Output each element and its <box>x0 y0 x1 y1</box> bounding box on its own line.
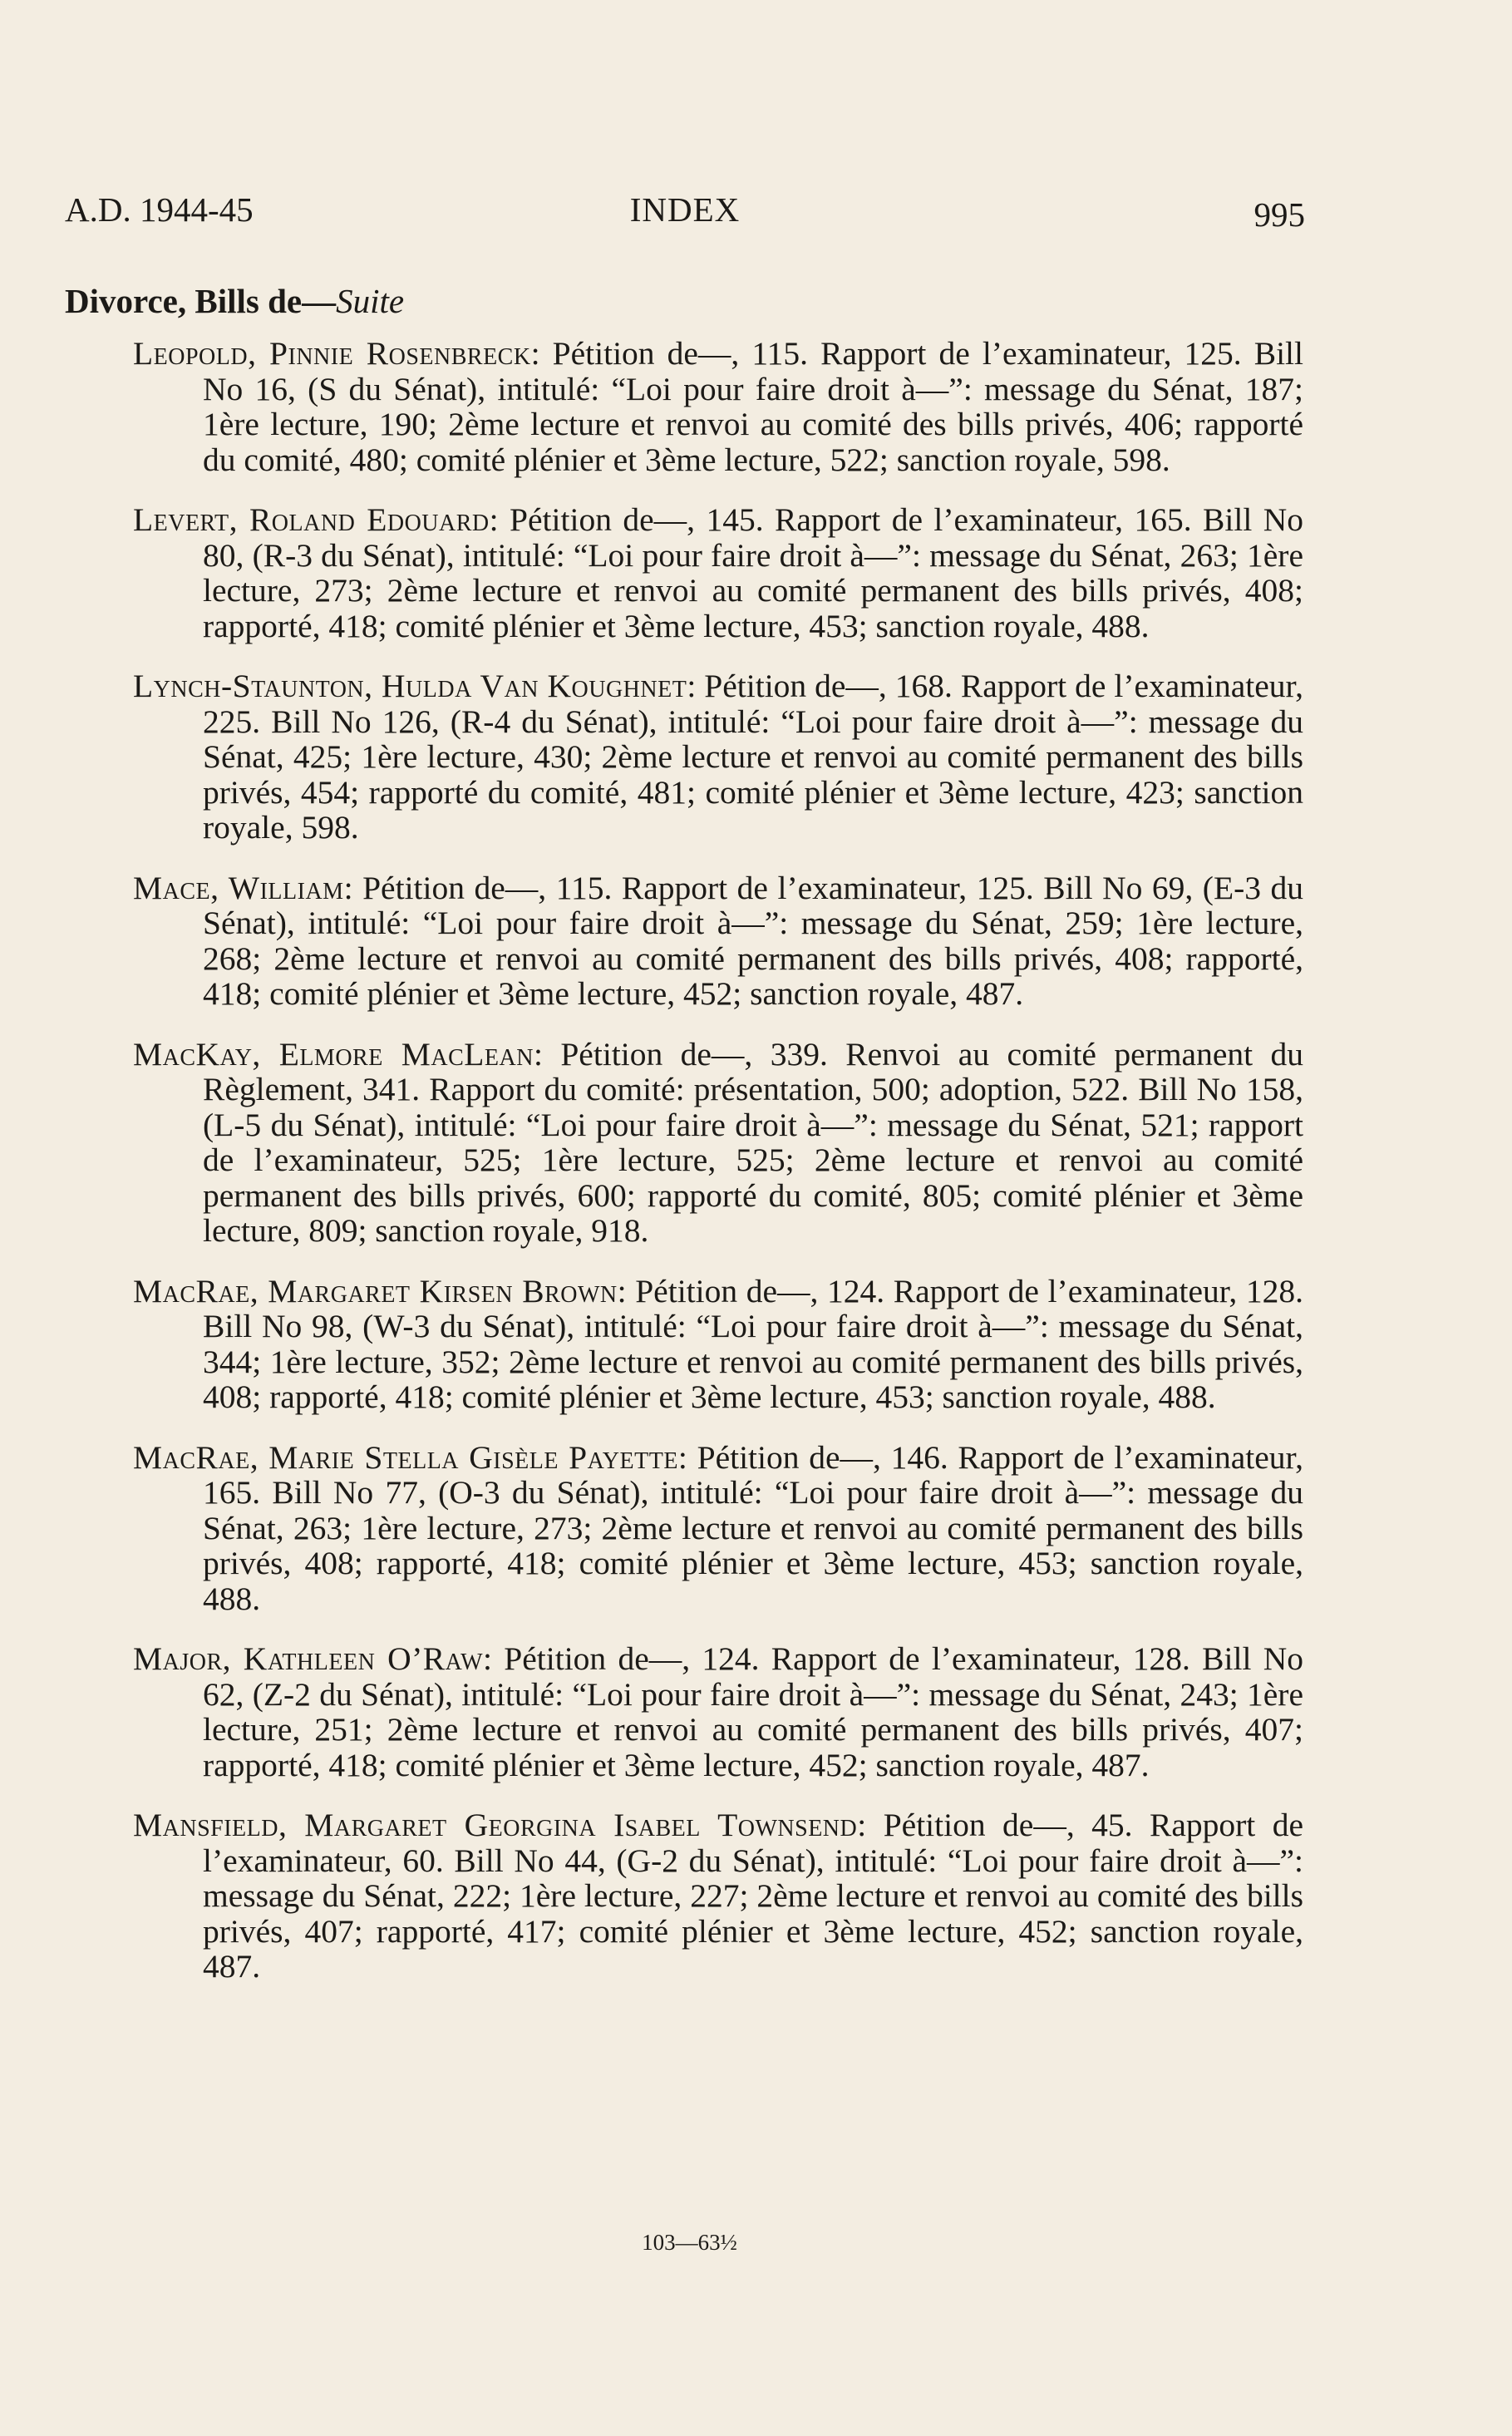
entry-text: Pétition de—, 339. Renvoi au comité permanent du Règlement, 341. Rapport du comité: présentation, 500; adoption, 522. Bill No 158, (L-5 du Sénat), intitulé: “Loi pour faire droit à—”: message du Sénat, 521; rapport de l’examinateur, 525; 1ère lecture, 525; 2ème lecture et renvoi au comité permanent des bills privés, 600; rapporté du comité, 805; comité plénier et 3ème lecture, 809; sanction royale, 918. <box>203 1035 1303 1249</box>
index-entry: Levert, Roland Edouard: Pétition de—, 145. Rapport de l’examinateur, 165. Bill No 80, (R-3 du Sénat), intitulé: “Loi pour faire droit à—”: message du Sénat, 263; 1ère lecture, 273; 2ème lecture et renvoi au comité permanent des bills privés, 408; rapporté, 418; comité plénier et 3ème lecture, 453; sanction royale, 488. <box>133 501 1303 644</box>
section-title: Divorce, Bills de—Suite <box>65 282 405 320</box>
index-entry: MacRae, Marie Stella Gisèle Payette: Pétition de—, 146. Rapport de l’examinateur, 165. Bill No 77, (O-3 du Sénat), intitulé: “Loi pour faire droit à—”: message du Sénat, 263; 1ère lecture, 273; 2ème lecture et renvoi au comité permanent des bills privés, 408; rapporté, 418; comité plénier et 3ème lecture, 453; sanction royale, 488. <box>133 1438 1303 1617</box>
page-number: 995 <box>1253 195 1305 234</box>
entry-name: Major, Kathleen O’Raw <box>133 1640 483 1677</box>
index-entry: Major, Kathleen O’Raw: Pétition de—, 124. Rapport de l’examinateur, 128. Bill No 62, (Z-2 du Sénat), intitulé: “Loi pour faire droit à—”: message du Sénat, 243; 1ère lecture, 251; 2ème lecture et renvoi au comité permanent des bills privés, 407; rapporté, 418; comité plénier et 3ème lecture, 452; sanction royale, 487. <box>133 1640 1303 1783</box>
section-continuation: Suite <box>336 282 405 320</box>
entry-name: MacRae, Marie Stella Gisèle Payette <box>133 1438 678 1476</box>
entry-text: Pétition de—, 124. Rapport de l’examinateur, 128. Bill No 62, (Z-2 du Sénat), intitulé: “Loi pour faire droit à—”: message du Sénat, 243; 1ère lecture, 251; 2ème lecture et renvoi au comité permanent des bills privés, 407; rapporté, 418; comité plénier et 3ème lecture, 452; sanction royale, 487. <box>203 1640 1303 1783</box>
entry-text: Pétition de—, 115. Rapport de l’examinateur, 125. Bill No 16, (S du Sénat), intitulé: “Loi pour faire droit à—”: message du Sénat, 187; 1ère lecture, 190; 2ème lecture et renvoi au comité des bills privés, 406; rapporté du comité, 480; comité plénier et 3ème lecture, 522; sanction royale, 598. <box>203 335 1303 478</box>
entry-text: Pétition de—, 45. Rapport de l’examinateur, 60. Bill No 44, (G-2 du Sénat), intitulé: “Loi pour faire droit à—”: message du Sénat, 222; 1ère lecture, 227; 2ème lecture et renvoi au comité des bills privés, 407; rapporté, 417; comité plénier et 3ème lecture, 452; sanction royale, 487. <box>203 1807 1304 1985</box>
section-title-text: Divorce, Bills de <box>65 282 303 320</box>
entry-name: Mace, William <box>133 869 344 906</box>
index-entries <box>133 336 1303 2009</box>
entry-text: Pétition de—, 124. Rapport de l’examinateur, 128. Bill No 98, (W-3 du Sénat), intitulé: “Loi pour faire droit à—”: message du Sénat, 344; 1ère lecture, 352; 2ème lecture et renvoi au comité permanent des bills privés, 408; rapporté, 418; comité plénier et 3ème lecture, 453; sanction royale, 488. <box>203 1272 1303 1415</box>
entry-name: Lynch-Staunton, Hulda Van Koughnet <box>133 668 687 704</box>
entry-text: Pétition de—, 145. Rapport de l’examinateur, 165. Bill No 80, (R-3 du Sénat), intitulé: “Loi pour faire droit à—”: message du Sénat, 263; 1ère lecture, 273; 2ème lecture et renvoi au comité permanent des bills privés, 408; rapporté, 418; comité plénier et 3ème lecture, 453; sanction royale, 488. <box>203 501 1303 644</box>
index-entry: Leopold, Pinnie Rosenbreck: Pétition de—, 115. Rapport de l’examinateur, 125. Bill No 16, (S du Sénat), intitulé: “Loi pour faire droit à—”: message du Sénat, 187; 1ère lecture, 190; 2ème lecture et renvoi au comité des bills privés, 406; rapporté du comité, 480; comité plénier et 3ème lecture, 522; sanction royale, 598. <box>133 335 1303 478</box>
header-title: INDEX <box>629 190 741 229</box>
index-entry: MacRae, Margaret Kirsen Brown: Pétition de—, 124. Rapport de l’examinateur, 128. Bill No 98, (W-3 du Sénat), intitulé: “Loi pour faire droit à—”: message du Sénat, 344; 1ère lecture, 352; 2ème lecture et renvoi au comité permanent des bills privés, 408; rapporté, 418; comité plénier et 3ème lecture, 453; sanction royale, 488. <box>133 1272 1303 1415</box>
header-years: A.D. 1944-45 <box>65 190 254 229</box>
entry-name: MacRae, Margaret Kirsen Brown <box>133 1272 618 1309</box>
entry-name: MacKay, Elmore MacLean <box>133 1035 534 1073</box>
index-entry: Lynch-Staunton, Hulda Van Koughnet: Pétition de—, 168. Rapport de l’examinateur, 225. Bill No 126, (R-4 du Sénat), intitulé: “Loi pour faire droit à—”: message du Sénat, 425; 1ère lecture, 430; 2ème lecture et renvoi au comité permanent des bills privés, 454; rapporté du comité, 481; comité plénier et 3ème lecture, 423; sanction royale, 598. <box>133 668 1303 846</box>
entry-text: Pétition de—, 168. Rapport de l’examinateur, 225. Bill No 126, (R-4 du Sénat), intitulé: “Loi pour faire droit à—”: message du Sénat, 425; 1ère lecture, 430; 2ème lecture et renvoi au comité permanent des bills privés, 454; rapporté du comité, 481; comité plénier et 3ème lecture, 423; sanction royale, 598. <box>203 668 1303 846</box>
index-entry: MacKay, Elmore MacLean: Pétition de—, 339. Renvoi au comité permanent du Règlement, 341. Rapport du comité: présentation, 500; adoption, 522. Bill No 158, (L-5 du Sénat), intitulé: “Loi pour faire droit à—”: message du Sénat, 521; rapport de l’examinateur, 525; 1ère lecture, 525; 2ème lecture et renvoi au comité permanent des bills privés, 600; rapporté du comité, 805; comité plénier et 3ème lecture, 809; sanction royale, 918. <box>133 1035 1303 1249</box>
entry-text: Pétition de—, 146. Rapport de l’examinateur, 165. Bill No 77, (O-3 du Sénat), intitulé: “Loi pour faire droit à—”: message du Sénat, 263; 1ère lecture, 273; 2ème lecture et renvoi au comité permanent des bills privés, 408; rapporté, 418; comité plénier et 3ème lecture, 453; sanction royale, 488. <box>203 1438 1303 1617</box>
printer-signature: 103—63½ <box>642 2230 737 2255</box>
entry-text: Pétition de—, 115. Rapport de l’examinateur, 125. Bill No 69, (E-3 du Sénat), intitulé: “Loi pour faire droit à—”: message du Sénat, 259; 1ère lecture, 268; 2ème lecture et renvoi au comité permanent des bills privés, 408; rapporté, 418; comité plénier et 3ème lecture, 452; sanction royale, 487. <box>203 869 1304 1012</box>
index-entry: Mace, William: Pétition de—, 115. Rapport de l’examinateur, 125. Bill No 69, (E-3 du Sénat), intitulé: “Loi pour faire droit à—”: message du Sénat, 259; 1ère lecture, 268; 2ème lecture et renvoi au comité permanent des bills privés, 408; rapporté, 418; comité plénier et 3ème lecture, 452; sanction royale, 487. <box>133 869 1304 1012</box>
entry-name: Leopold, Pinnie Rosenbreck <box>133 335 531 372</box>
index-entry: Mansfield, Margaret Georgina Isabel Townsend: Pétition de—, 45. Rapport de l’examinateur, 60. Bill No 44, (G-2 du Sénat), intitulé: “Loi pour faire droit à—”: message du Sénat, 222; 1ère lecture, 227; 2ème lecture et renvoi au comité des bills privés, 407; rapporté, 417; comité plénier et 3ème lecture, 452; sanction royale, 487. <box>133 1807 1304 1985</box>
running-header <box>65 190 1305 239</box>
entry-name: Levert, Roland Edouard <box>133 501 490 538</box>
entry-name: Mansfield, Margaret Georgina Isabel Townsend <box>133 1807 858 1843</box>
